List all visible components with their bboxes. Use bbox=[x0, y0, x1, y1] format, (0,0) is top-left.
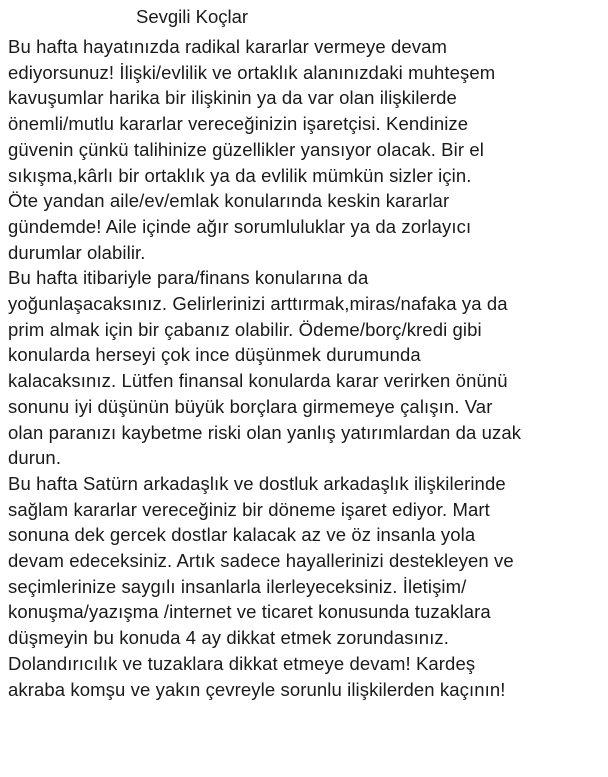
text-line: Öte yandan aile/ev/emlak konularında keskin kararlar bbox=[8, 190, 450, 212]
text-line: kalacaksınız. Lütfen finansal konularda karar verirken önünü bbox=[8, 370, 508, 392]
text-line: kavuşumlar harika bir ilişkinin ya da var olan ilişkilerde bbox=[8, 87, 457, 109]
text-line: düşmeyin bu konuda 4 ay dikkat etmek zorundasınız. bbox=[8, 627, 450, 649]
text-line: konularda herseyi çok ince düşünmek durumunda bbox=[8, 344, 421, 366]
text-line: sağlam kararlar vereceğiniz bir döneme işaret ediyor. Mart bbox=[8, 498, 490, 520]
text-line: sonuna dek gercek dostlar kalacak az ve öz insanla yola bbox=[8, 524, 476, 546]
text-line: prim almak için bir çabanız olabilir. Ödeme/borç/kredi gibi bbox=[8, 318, 482, 340]
text-line: Dolandırıcılık ve tuzaklara dikkat etmeye devam! Kardeş bbox=[8, 652, 476, 674]
text-line: güvenin çünkü talihinize güzellikler yansıyor olacak. Bir el bbox=[8, 138, 484, 160]
text-line: akraba komşu ve yakın çevreyle sorunlu ilişkilerden kaçının! bbox=[8, 678, 506, 700]
body-text bbox=[8, 34, 606, 702]
text-line: ediyorsunuz! İlişki/evlilik ve ortaklık alanınızdaki muhteşem bbox=[8, 61, 496, 83]
text-line: olan paranızı kaybetme riski olan yanlış yatırımlardan da uzak bbox=[8, 421, 522, 443]
text-line: durumlar olabilir. bbox=[8, 241, 146, 263]
text-line: Bu hafta itibariyle para/finans konularına da bbox=[8, 267, 369, 289]
text-line: konuşma/yazışma /internet ve ticaret konusunda tuzaklara bbox=[8, 601, 491, 623]
text-line: Bu hafta Satürn arkadaşlık ve dostluk arkadaşlık ilişkilerinde bbox=[8, 472, 506, 494]
text-line: seçimlerinize saygılı insanlarla ilerleyeceksiniz. İletişim/ bbox=[8, 575, 467, 597]
text-line: gündemde! Aile içinde ağır sorumluluklar ya da zorlayıcı bbox=[8, 215, 472, 237]
text-line: durun. bbox=[8, 447, 62, 469]
text-line: sonunu iyi düşünün büyük borçlara girmemeye çalışın. Var bbox=[8, 395, 493, 417]
text-line: Bu hafta hayatınızda radikal kararlar vermeye devam bbox=[8, 36, 448, 57]
text-line: sıkışma,kârlı bir ortaklık ya da evlilik mümkün sizler için. bbox=[8, 164, 472, 186]
text-line: önemli/mutlu kararlar vereceğinizin işaretçisi. Kendinize bbox=[8, 113, 469, 135]
text-line: yoğunlaşacaksınız. Gelirlerinizi arttırmak,miras/nafaka ya da bbox=[8, 293, 508, 315]
text-line: devam edeceksiniz. Artık sadece hayallerinizi destekleyen ve bbox=[8, 550, 514, 572]
document-title: Sevgili Koçlar bbox=[136, 6, 249, 27]
